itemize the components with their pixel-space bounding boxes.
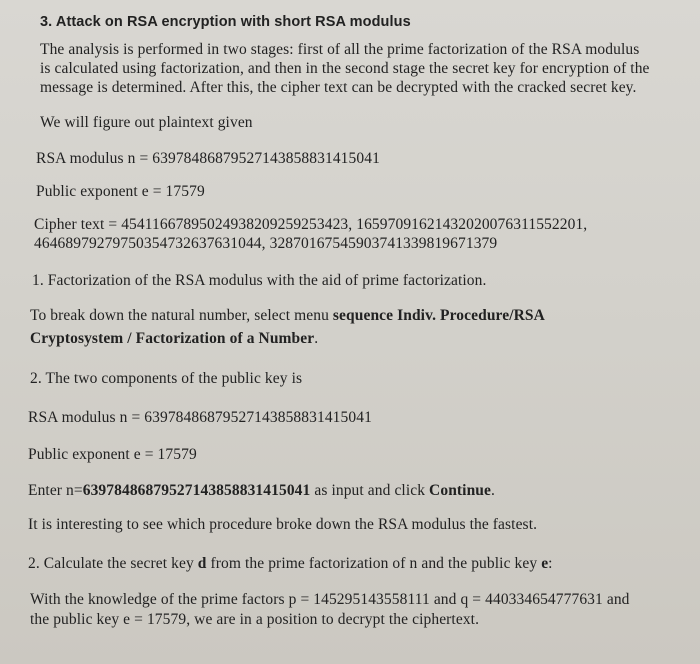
breakdown-post: . <box>314 330 319 347</box>
section-heading: 3. Attack on RSA encryption with short RSA modulus <box>40 14 411 30</box>
enter-instruction <box>28 482 495 500</box>
knowledge-line-1: With the knowledge of the prime factors p = 145295143558111 and q = 440334654777631 and <box>30 591 630 608</box>
calc-pre: 2. Calculate the secret key <box>28 555 198 572</box>
enter-n-value: 63978486879527143858831415041 <box>82 482 311 499</box>
cipher-text-line-2: 46468979279750354732637631044, 32870167545903741339819671379 <box>34 235 498 252</box>
knowledge-line-2: the public key e = 17579, we are in a position to decrypt the ciphertext. <box>30 611 480 628</box>
continue-label: Continue <box>429 482 491 499</box>
rsa-modulus-line-2: RSA modulus n = 63978486879527143858831415041 <box>28 409 372 426</box>
menu-sequence-bold-2: Cryptosystem / Factorization of a Number <box>30 330 315 347</box>
breakdown-pre: To break down the natural number, select menu <box>30 307 333 324</box>
menu-sequence-bold: sequence Indiv. Procedure/RSA <box>332 307 545 324</box>
calc-post: : <box>548 555 553 572</box>
enter-pre: Enter n= <box>28 482 83 499</box>
rsa-modulus-line: RSA modulus n = 63978486879527143858831415041 <box>36 150 380 167</box>
public-exponent-line-2: Public exponent e = 17579 <box>28 446 197 463</box>
calc-e-bold: e <box>541 555 549 572</box>
enter-post: . <box>491 482 495 499</box>
breakdown-line-2 <box>30 330 318 348</box>
step-2-text: 2. The two components of the public key is <box>30 370 303 387</box>
breakdown-line-1 <box>30 307 545 325</box>
intro-line-3: message is determined. After this, the cipher text can be decrypted with the cracked secret key. <box>40 79 637 96</box>
enter-mid: as input and click <box>310 482 430 499</box>
public-exponent-line: Public exponent e = 17579 <box>36 183 205 200</box>
calc-mid: from the prime factorization of n and the public key <box>206 555 542 572</box>
cipher-text-line-1: Cipher text = 45411667895024938209259253423, 16597091621432020076311552201, <box>34 216 588 233</box>
calc-secret-key-text <box>28 555 553 573</box>
intro-line-1: The analysis is performed in two stages: first of all the prime factorization of the RSA modulus <box>40 41 640 58</box>
intro-line-2: is calculated using factorization, and then in the second stage the secret key for encryption of the <box>40 60 650 77</box>
figure-out-text: We will figure out plaintext given <box>40 114 253 131</box>
step-1-text: 1. Factorization of the RSA modulus with the aid of prime factorization. <box>32 272 487 289</box>
calc-d-bold: d <box>197 555 207 572</box>
interesting-text: It is interesting to see which procedure broke down the RSA modulus the fastest. <box>28 516 538 533</box>
